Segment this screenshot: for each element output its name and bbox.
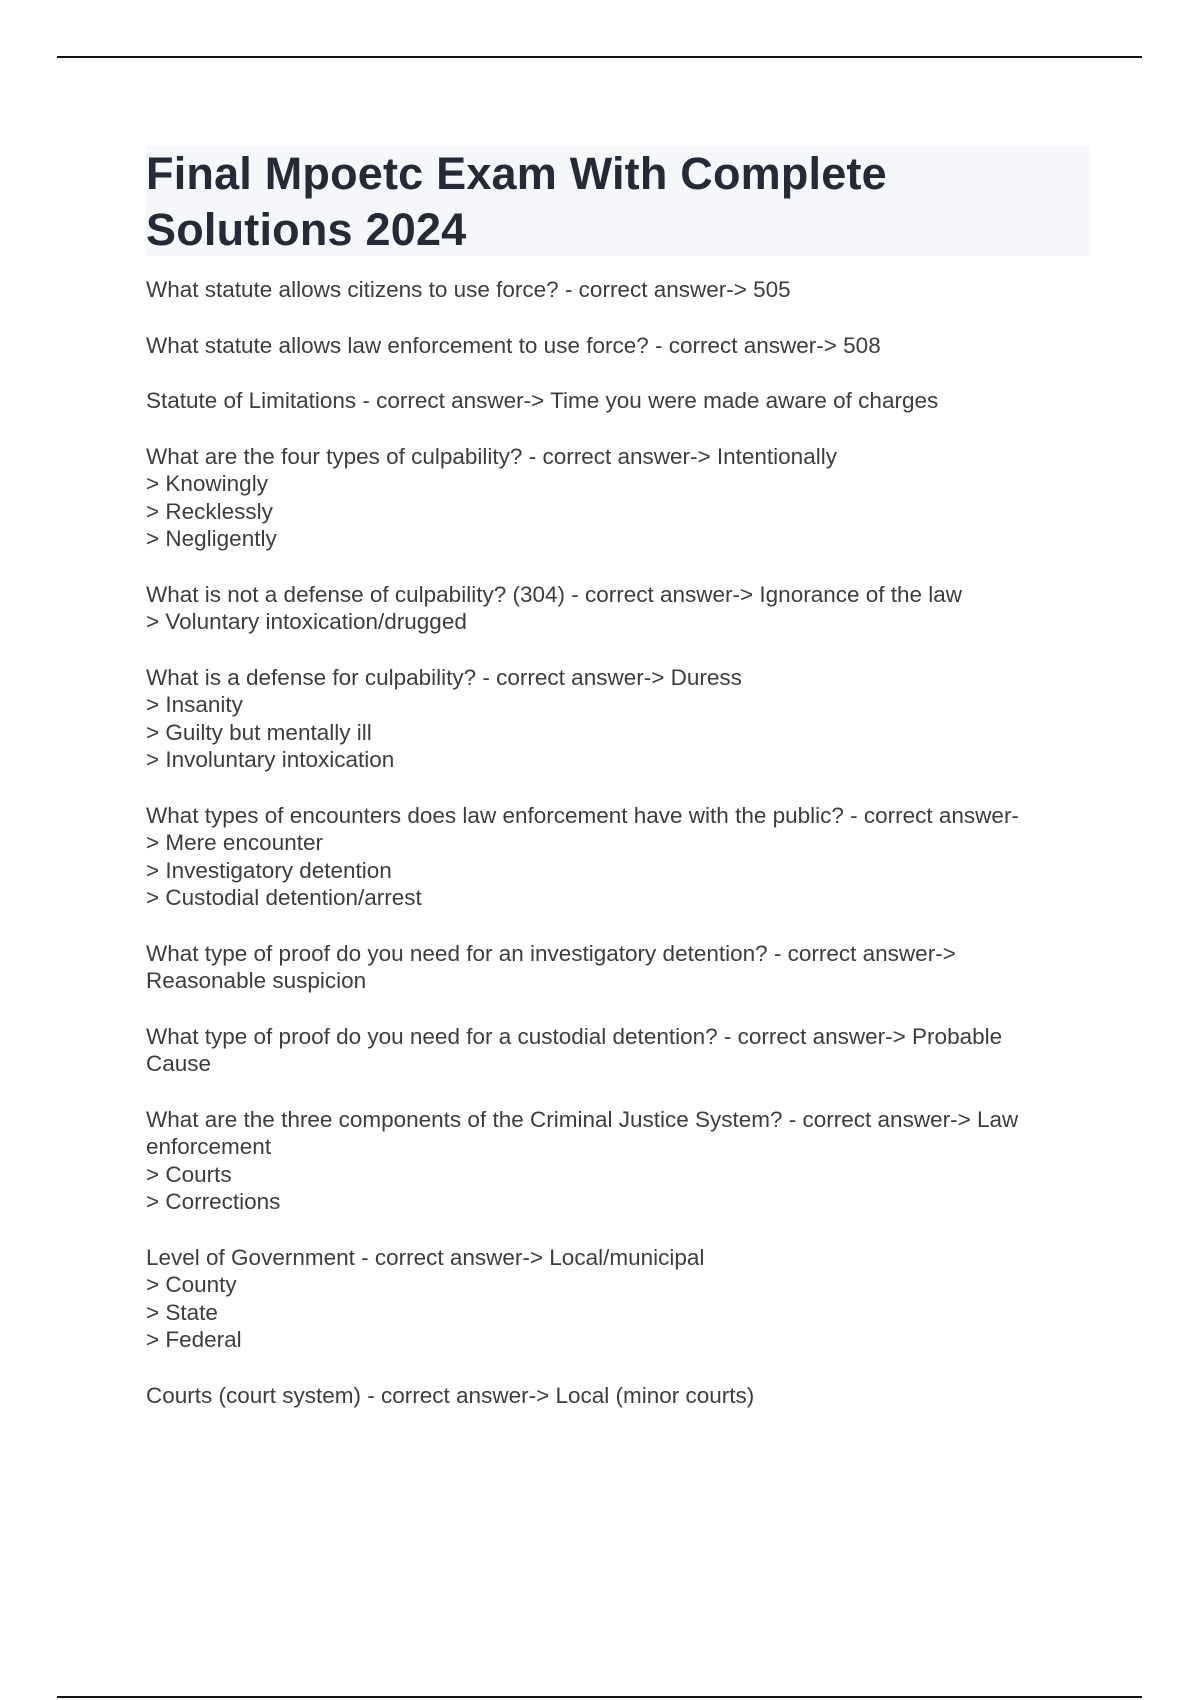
qa-item bbox=[146, 387, 1090, 415]
qa-question: Courts (court system) - correct answer-> Local (minor courts) bbox=[146, 1382, 755, 1408]
qa-item bbox=[146, 1382, 1090, 1410]
qa-answer-line: > Guilty but mentally ill bbox=[146, 719, 372, 745]
qa-question: What statute allows law enforcement to use force? - correct answer-> 508 bbox=[146, 332, 881, 358]
qa-answer-line: > Corrections bbox=[146, 1189, 281, 1214]
qa-item bbox=[146, 276, 1090, 304]
qa-answer-line: Reasonable suspicion bbox=[146, 968, 367, 993]
qa-question: What statute allows citizens to use force? - correct answer-> 505 bbox=[146, 277, 791, 302]
qa-answer-line: > Insanity bbox=[146, 692, 243, 717]
qa-answer-line: > State bbox=[146, 1299, 218, 1325]
title-line-2: Solutions 2024 bbox=[146, 204, 467, 255]
qa-question: What type of proof do you need for an investigatory detention? - correct answer-> bbox=[146, 940, 956, 966]
document-title bbox=[146, 146, 1090, 258]
title-line-1: Final Mpoetc Exam With Complete bbox=[146, 148, 887, 199]
qa-item bbox=[146, 940, 1090, 995]
qa-item bbox=[146, 332, 1090, 360]
qa-answer-line: > Involuntary intoxication bbox=[146, 747, 395, 772]
qa-question: Level of Government - correct answer-> Local/municipal bbox=[146, 1244, 705, 1270]
qa-item bbox=[146, 1244, 1090, 1354]
bottom-rule bbox=[57, 1696, 1142, 1698]
qa-question: What type of proof do you need for a custodial detention? - correct answer-> Probable bbox=[146, 1023, 1003, 1049]
qa-question: What types of encounters does law enforcement have with the public? - correct answer- bbox=[146, 802, 1019, 828]
qa-answer-line: > Courts bbox=[146, 1161, 232, 1187]
qa-item bbox=[146, 1023, 1090, 1078]
qa-answer-line: > Negligently bbox=[146, 526, 277, 551]
qa-question: What are the four types of culpability? - correct answer-> Intentionally bbox=[146, 443, 837, 469]
qa-item bbox=[146, 664, 1090, 774]
qa-answer-line: > Voluntary intoxication/drugged bbox=[146, 609, 467, 634]
qa-answer-line: > Custodial detention/arrest bbox=[146, 885, 422, 910]
qa-item bbox=[146, 1106, 1090, 1216]
qa-item bbox=[146, 581, 1090, 636]
document-body bbox=[146, 146, 1090, 1437]
qa-answer-line: > Recklessly bbox=[146, 498, 273, 524]
qa-item bbox=[146, 443, 1090, 553]
qa-question: What is a defense for culpability? - correct answer-> Duress bbox=[146, 664, 742, 690]
top-rule bbox=[57, 56, 1142, 58]
qa-list bbox=[146, 276, 1090, 1409]
title-block bbox=[146, 146, 1090, 256]
qa-answer-line: > Mere encounter bbox=[146, 830, 323, 855]
qa-answer-line: > Federal bbox=[146, 1327, 242, 1352]
qa-answer-line: > County bbox=[146, 1272, 237, 1297]
qa-answer-line: > Knowingly bbox=[146, 471, 268, 496]
qa-answer-line: > Investigatory detention bbox=[146, 857, 392, 883]
qa-item bbox=[146, 802, 1090, 912]
qa-question: What are the three components of the Criminal Justice System? - correct answer-> Law bbox=[146, 1106, 1019, 1132]
qa-answer-line: Cause bbox=[146, 1051, 212, 1076]
qa-question: Statute of Limitations - correct answer-> Time you were made aware of charges bbox=[146, 388, 939, 413]
qa-question: What is not a defense of culpability? (304) - correct answer-> Ignorance of the law bbox=[146, 581, 963, 607]
qa-answer-line: enforcement bbox=[146, 1134, 272, 1159]
